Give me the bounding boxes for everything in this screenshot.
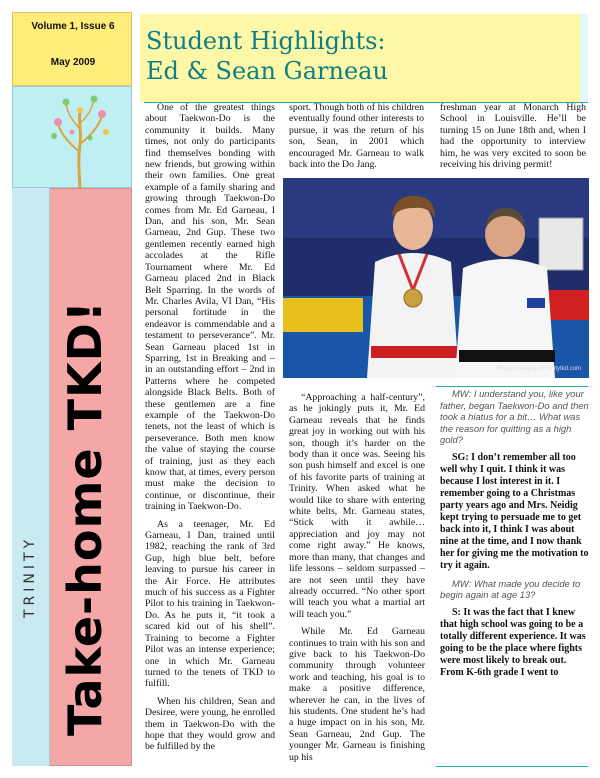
title-line-1: Student Highlights: xyxy=(146,27,386,55)
interview-answer: S: It was the fact that I knew that high school was going to be a totally different experience. It was going to be the place where fights were most likely to break out. From K-6th grade I went to xyxy=(440,606,586,678)
paragraph: sport. Though both of his children eventually found other interests to pursue, it was the return of his son, Sean, in 2001 which encouraged Mr. Garneau to walk back into the Do Jang. xyxy=(289,102,424,171)
interview-rule xyxy=(436,386,588,387)
issue-box xyxy=(12,12,132,86)
paragraph: While Mr. Ed Garneau continues to train with his son and give back to his Taekwon-Do community through volunteer work and teaching, his goal is to make a positive difference, wherever he can, in the lives of his students. One student he’s had a huge impact on in his son, Mr. Sean Garneau, 2nd Gup. The younger Mr. Garneau is finishing up his xyxy=(289,626,425,763)
interview-question: MW: What made you decide to begin again at age 13? xyxy=(440,577,581,600)
interview-question: MW: I understand you, like your father, began Taekwon-Do and then took a hiatus for a bit… What was the reason for quitting as a high gold? xyxy=(440,388,589,445)
newsletter-title: Take-home TKD! xyxy=(58,300,112,736)
tree-icon xyxy=(46,92,114,188)
photo-credit: Photo courtesy of trinitytkd.com xyxy=(497,366,581,372)
paragraph: “Approaching a half-century”, as he jokingly puts it, Mr. Ed Garneau reveals that he finds great joy in working out with his son, though it’s harder on the body than it once was. Seeing his son push himself and excel is one of his favorite parts of training at Trinity. When asked what he would like to share with entering white belts, Mr. Garneau states, “Stick with it awhile… appreciation and joy may not come right away.” He knows, more than many, that changes and life lessons – seldom surpassed – are not seen until they have already occurred. “No other sport will teach you what a martial art will teach you.” xyxy=(289,392,425,620)
interview-column xyxy=(440,388,590,766)
article-column-3-top xyxy=(440,102,586,174)
photo-illustration xyxy=(283,178,589,378)
article-column-1 xyxy=(145,102,275,762)
paragraph: One of the greatest things about Taekwon-Do is the community it builds. Many times, not only do participants find themselves bonding with new friends, but growing within their own families. One great example of a family sharing and growing through Taekwon-Do comes from Mr. Ed Garneau, I Dan, and his son, Mr. Sean Garneau, 2nd Gup. These two gentlemen recently earned high accolades at the Rifle Tournament where Mr. Ed Garneau placed 2nd in Black Belt Sparring. In the words of Mr. Charles Avila, VI Dan, “His personal fortitude in the endeavor is commendable and a testament to perseverance”. Mr. Sean Garneau placed 1st in Sparring, 1st in Breaking and – in an outstanding effort – 2nd in Patterns where he competed alongside Black Belts. Both of these gentlemen are a fine example of the Taekwon-Do tenets, not the least of which is perseverance. Both men know the value of staying the course of training, just as they each know that, at times, every person must make the decision to continue, or discontinue, their training in Taekwon-Do. xyxy=(145,102,275,513)
sidebar-strip xyxy=(12,188,50,766)
title-line-2: Ed & Sean Garneau xyxy=(146,57,388,85)
issue-date: May 2009 xyxy=(50,57,96,68)
issue-number: Volume 1, Issue 6 xyxy=(31,21,115,32)
footer-rule xyxy=(436,766,588,767)
page-title xyxy=(146,26,586,86)
article-column-2-top xyxy=(289,102,424,174)
paragraph: When his children, Sean and Desiree, were young, he enrolled them in Taekwon-Do with the hope that they would grow and be fulfilled by the xyxy=(145,695,275,753)
paragraph: As a teenager, Mr. Ed Garneau, I Dan, trained until 1982, reaching the rank of 3rd Gup, high blue belt, before leaving to pursue his career in the Air Force. He attributes much of his success as a Fighter Pilot to his training in Taekwon-Do. As he puts it, “it took a scared kid out of his shell”. Training to become a Fighter Pilot was an intense experience; one in which Mr. Garneau turned to the tenets of TKD to fulfill. xyxy=(145,518,275,690)
interview-answer: SG: I don’t remember all too well why I quit. I think it was because I lost interest in it. I remember going to a Christmas party years ago and Mrs. Neidig kept trying to persuade me to get back into it, I think I was about nine at the time, and I now thank her for giving me the motivation to try it again. xyxy=(440,451,589,571)
article-column-2-bottom xyxy=(289,392,425,764)
school-name: TRINITY xyxy=(22,535,38,618)
photo-ed-and-sean xyxy=(283,178,589,378)
paragraph: freshman year at Monarch High School in Louisville. He’ll be turning 15 on June 18th and, when I had the opportunity to interview him, he was very excited to soon be receiving his driving permit! xyxy=(440,102,586,171)
